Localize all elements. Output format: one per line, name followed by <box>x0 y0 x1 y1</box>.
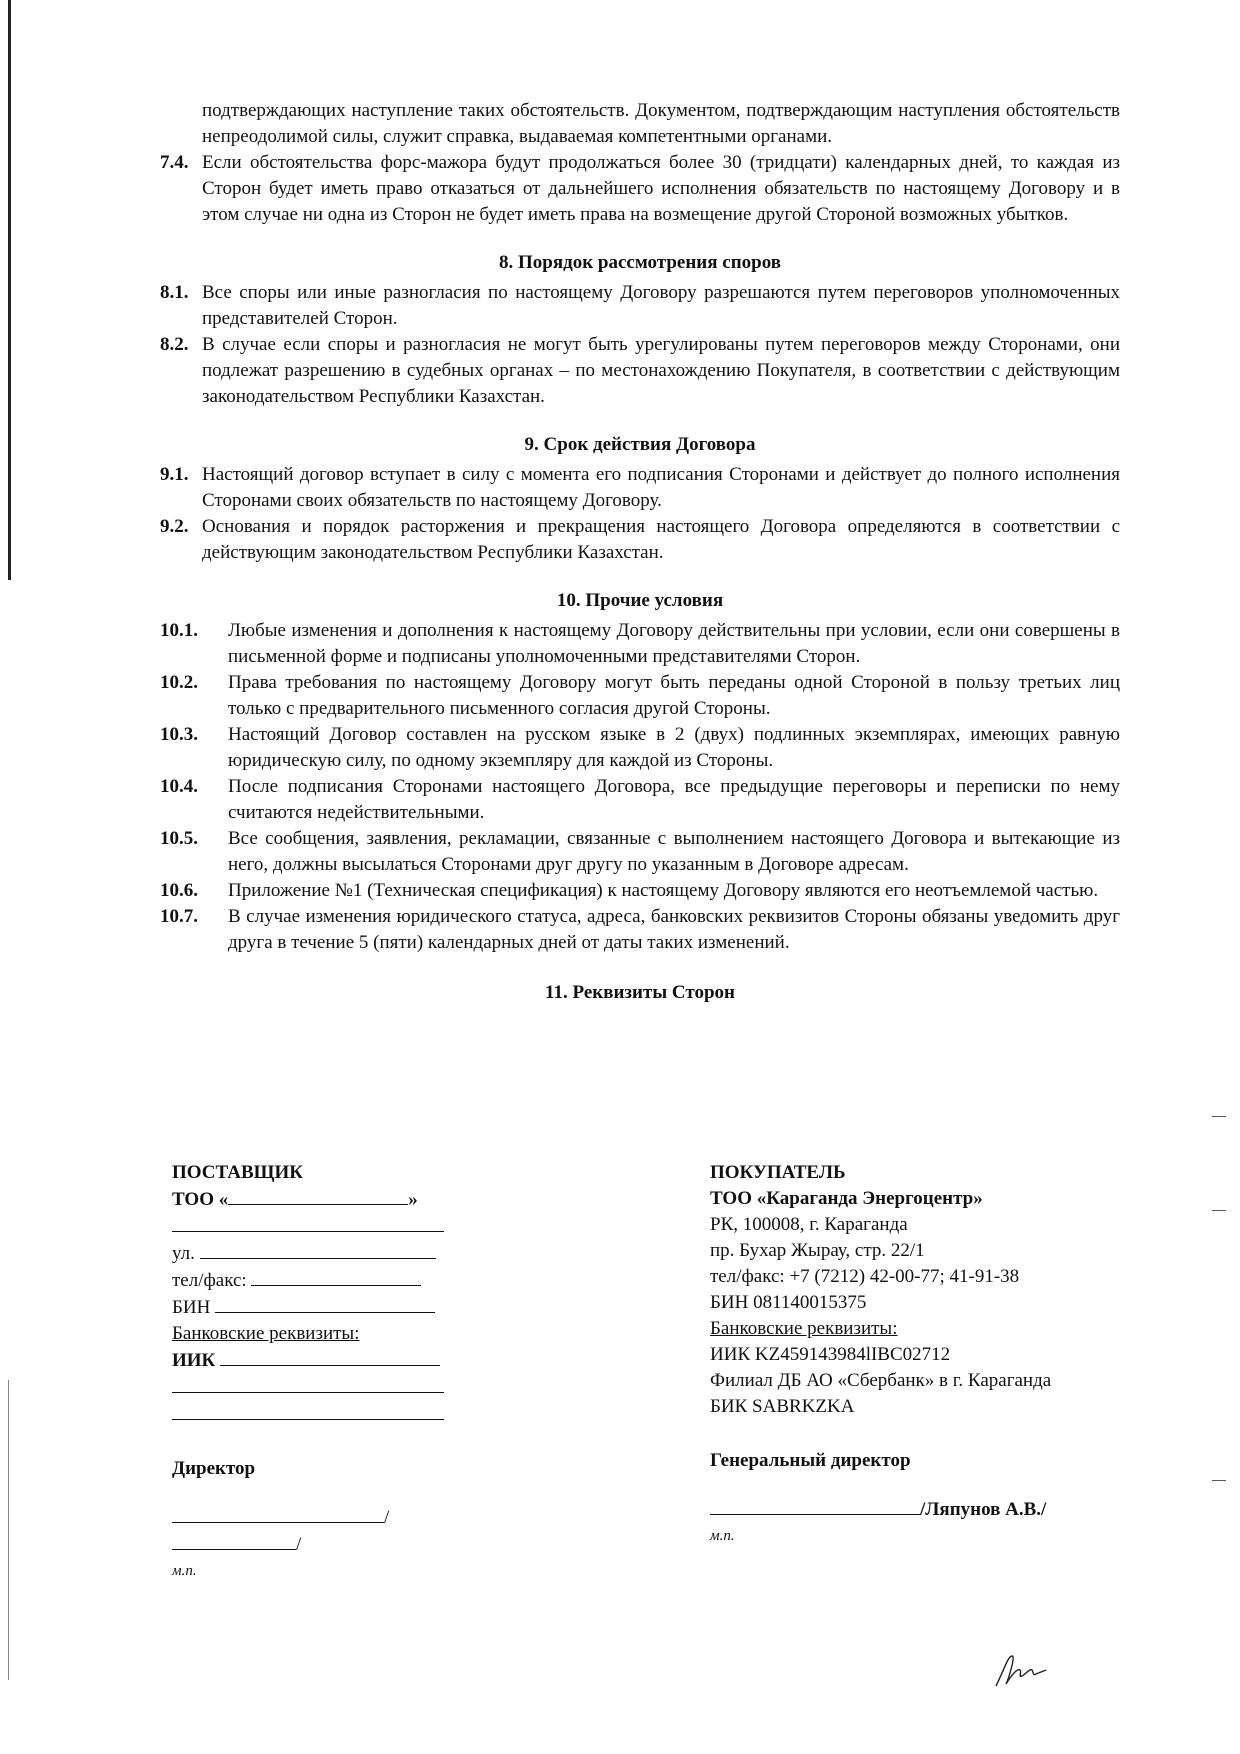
clause-8-1 <box>160 280 1120 332</box>
too-suffix: » <box>408 1189 418 1210</box>
scan-margin-tick <box>1212 1116 1226 1117</box>
section-title-11: 11. Реквизиты Сторон <box>545 982 735 1003</box>
clause-number: 10.6. <box>160 880 198 901</box>
supplier-blank-line <box>172 1401 472 1428</box>
supplier-column <box>172 1160 472 1584</box>
clause-text: Приложение №1 (Техническая спецификация) к настоящему Договору являются его неотъемлемой частью. <box>228 880 1099 901</box>
clause-text: В случае изменения юридического статуса, адреса, банковских реквизитов Стороны обязаны уведомить друг друга в течение 5 (пяти) календарных дней от даты таких изменений. <box>228 906 1120 953</box>
clause-10-5 <box>160 826 1120 878</box>
scan-margin-tick <box>1212 1210 1226 1211</box>
clause-text: Все споры или иные разногласия по настоящему Договору разрешаются путем переговоров уполномоченных представителей Сторон. <box>202 282 1120 329</box>
buyer-iik: ИИК KZ459143984lIBC02712 <box>710 1344 951 1365</box>
supplier-blank-line <box>172 1213 472 1240</box>
scan-edge-mark <box>8 0 11 580</box>
section-title-8: 8. Порядок рассмотрения споров <box>498 252 782 273</box>
street-label: ул. <box>172 1243 195 1264</box>
supplier-stamp-place: м.п. <box>172 1563 197 1579</box>
buyer-address-1: РК, 100008, г. Караганда <box>710 1214 908 1235</box>
supplier-signature-line: // <box>172 1504 472 1558</box>
clause-10-6 <box>160 878 1120 904</box>
buyer-role: Генеральный директор <box>710 1450 911 1471</box>
clause-9-2 <box>160 514 1120 566</box>
clause-text: Основания и порядок расторжения и прекращения настоящего Договора определяются в соответствии с действующим законодательством Республики Казахстан. <box>202 516 1120 563</box>
clause-text: Если обстоятельства форс-мажора будут продолжаться более 30 (тридцати) календарных дней, то каждая из Сторон будет иметь право отказаться от дальнейшего исполнения обязательств по настоящему Договору и в этом случае ни одна из Сторон не будет иметь права на возмещение другой Стороной возможных убытков. <box>202 152 1120 225</box>
buyer-stamp-place: м.п. <box>710 1528 735 1544</box>
phone-label: тел/факс: <box>172 1270 247 1291</box>
supplier-iik <box>172 1347 472 1374</box>
contract-body <box>160 98 1120 1010</box>
clause-10-4 <box>160 774 1120 826</box>
buyer-branch: Филиал ДБ АО «Сбербанк» в г. Караганда <box>710 1370 1052 1391</box>
clause-number: 10.7. <box>160 906 198 927</box>
clause-number: 7.4. <box>160 152 189 173</box>
handwritten-initials-icon <box>990 1650 1050 1690</box>
clause-text: Настоящий договор вступает в силу с момента его подписания Сторонами и действует до полного исполнения Сторонами своих обязательств по настоящему Договору. <box>202 464 1120 511</box>
clause-text: Права требования по настоящему Договору могут быть переданы одной Стороной в пользу третьих лиц только с предварительного письменного согласия другой Стороны. <box>228 672 1120 719</box>
buyer-column <box>710 1160 1130 1549</box>
intro-paragraph: подтверждающих наступление таких обстоятельств. Документом, подтверждающим наступления обстоятельств непреодолимой силы, служит справка, выдаваемая компетентными органами. <box>202 100 1120 147</box>
buyer-signer: /Ляпунов А.В./ <box>920 1499 1047 1520</box>
clause-number: 9.2. <box>160 516 189 537</box>
clause-number: 10.3. <box>160 724 198 745</box>
supplier-street <box>172 1240 472 1267</box>
clause-number: 10.4. <box>160 776 198 797</box>
buyer-phone: тел/факс: +7 (7212) 42-00-77; 41-91-38 <box>710 1266 1020 1287</box>
supplier-bin <box>172 1294 472 1321</box>
buyer-bin: БИН 081140015375 <box>710 1292 867 1313</box>
clause-number: 8.2. <box>160 334 189 355</box>
too-prefix: ТОО « <box>172 1189 229 1210</box>
clause-9-1 <box>160 462 1120 514</box>
section-title-9: 9. Срок действия Договора <box>524 434 756 455</box>
scan-margin-tick <box>1212 1480 1226 1481</box>
clause-10-1 <box>160 618 1120 670</box>
supplier-blank-line <box>172 1374 472 1401</box>
clause-7-4 <box>160 150 1120 228</box>
section-title-10: 10. Прочие условия <box>556 590 724 611</box>
too-name-blank <box>228 1186 408 1205</box>
clause-8-2 <box>160 332 1120 410</box>
clause-10-7 <box>160 904 1120 956</box>
clause-number: 9.1. <box>160 464 189 485</box>
clause-10-2 <box>160 670 1120 722</box>
clause-number: 10.2. <box>160 672 198 693</box>
clause-number: 10.1. <box>160 620 198 641</box>
clause-text: Любые изменения и дополнения к настоящему Договору действительны при условии, если они совершены в письменной форме и подписаны уполномоченными представителями Сторон. <box>228 620 1120 667</box>
clause-text: После подписания Сторонами настоящего Договора, все предыдущие переговоры и переписки по нему считаются недействительными. <box>228 776 1120 823</box>
buyer-heading: ПОКУПАТЕЛЬ <box>710 1162 846 1183</box>
bin-label: БИН <box>172 1297 211 1318</box>
clause-text: В случае если споры и разногласия не могут быть урегулированы путем переговоров между Сторонами, они подлежат разрешению в судебных органах – по местонахождению Покупателя, в соответствии с действующим законодательством Республики Казахстан. <box>202 334 1120 407</box>
supplier-phone <box>172 1267 472 1294</box>
buyer-bik: БИК SABRKZKA <box>710 1396 855 1417</box>
iik-label: ИИК <box>172 1350 216 1371</box>
buyer-name: ТОО «Караганда Энергоцентр» <box>710 1188 983 1209</box>
supplier-role: Директор <box>172 1458 256 1479</box>
requisites-block <box>172 1160 1132 1579</box>
clause-10-3 <box>160 722 1120 774</box>
scan-edge-mark-lower <box>8 1380 9 1680</box>
clause-text: Настоящий Договор составлен на русском языке в 2 (двух) подлинных экземплярах, имеющих равную юридическую силу, по одному экземпляру для каждой из Стороны. <box>228 724 1120 771</box>
buyer-signature-line <box>710 1496 1130 1523</box>
clause-number: 8.1. <box>160 282 189 303</box>
clause-text: Все сообщения, заявления, рекламации, связанные с выполнением настоящего Договора и вытекающие из него, должны высылаться Сторонами друг другу по указанным в Договоре адресам. <box>228 828 1120 875</box>
supplier-bank-label: Банковские реквизиты: <box>172 1323 360 1344</box>
supplier-heading: ПОСТАВЩИК <box>172 1162 304 1183</box>
clause-number: 10.5. <box>160 828 198 849</box>
supplier-too <box>172 1186 472 1213</box>
buyer-bank-label: Банковские реквизиты: <box>710 1318 898 1339</box>
buyer-address-2: пр. Бухар Жырау, стр. 22/1 <box>710 1240 925 1261</box>
